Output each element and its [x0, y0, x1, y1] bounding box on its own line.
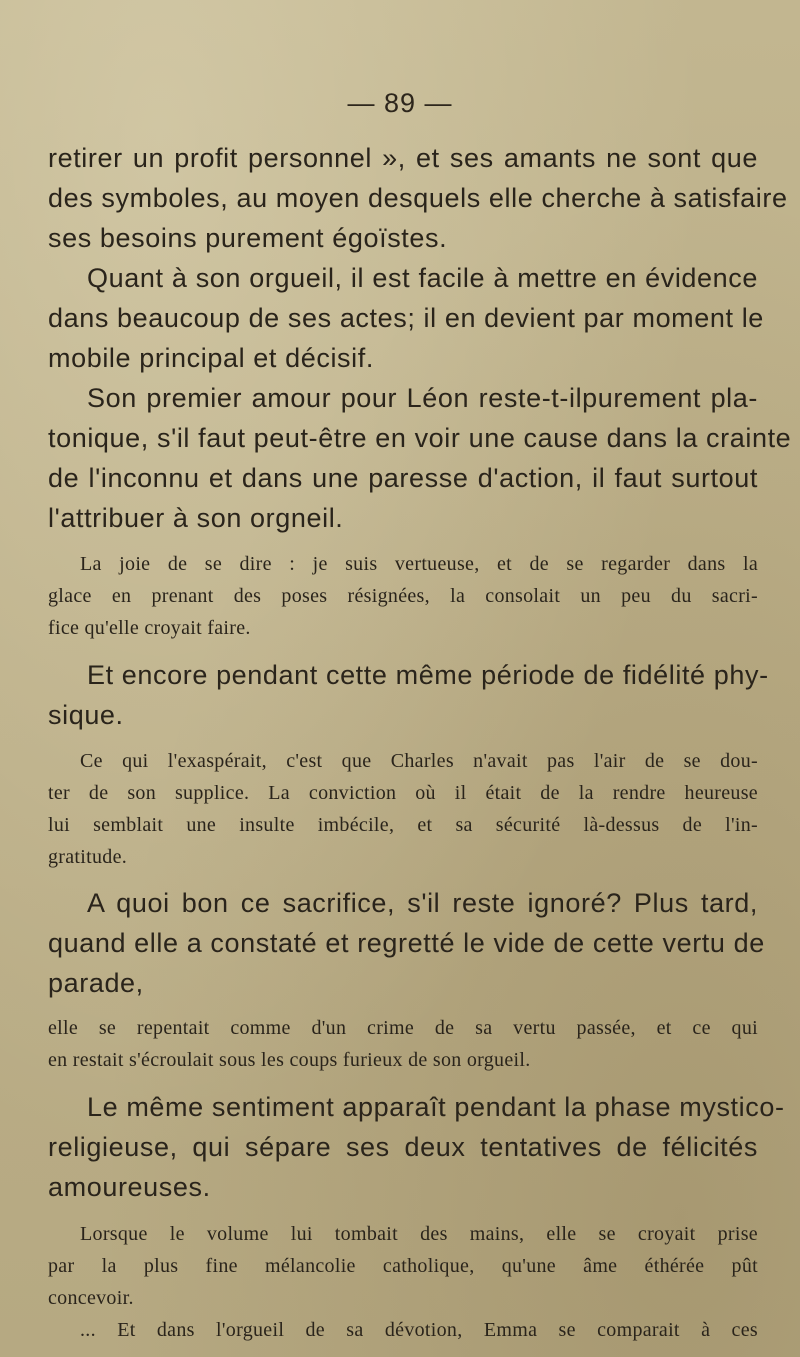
text-line: de l'inconnu et dans une paresse d'action, il faut surtout [48, 463, 758, 493]
quote-line: Lorsque le volume lui tombait des mains, elle se croyait prise [80, 1223, 758, 1245]
text-line: amoureuses. [48, 1172, 211, 1202]
quote-line: La joie de se dire : je suis vertueuse, et de se regarder dans la [80, 553, 758, 575]
quote-line: elle se repentait comme d'un crime de sa vertu passée, et ce qui [48, 1017, 758, 1039]
text-line: Le même sentiment apparaît pendant la phase mystico- [87, 1092, 785, 1122]
quote-line: Ce qui l'exaspérait, c'est que Charles n'avait pas l'air de se dou- [80, 750, 758, 772]
text-line: dans beaucoup de ses actes; il en devient par moment le [48, 303, 764, 333]
quote-line: concevoir. [48, 1287, 134, 1309]
text-line: religieuse, qui sépare ses deux tentatives de félicités [48, 1132, 758, 1162]
quote-line: lui semblait une insulte imbécile, et sa sécurité là-dessus de l'in- [48, 814, 758, 836]
text-line: l'attribuer à son orgneil. [48, 503, 344, 533]
text-line: tonique, s'il faut peut-être en voir une cause dans la crainte [48, 423, 792, 453]
text-line: ses besoins purement égoïstes. [48, 223, 448, 253]
quote-line: ter de son supplice. La conviction où il était de la rendre heureuse [48, 782, 758, 804]
quote-line: fice qu'elle croyait faire. [48, 617, 251, 639]
text-line: mobile principal et décisif. [48, 343, 374, 373]
quote-line: en restait s'écroulait sous les coups furieux de son orgueil. [48, 1049, 531, 1071]
text-line: A quoi bon ce sacrifice, s'il reste ignoré? Plus tard, [87, 888, 758, 918]
text-line: retirer un profit personnel », et ses amants ne sont que [48, 143, 758, 173]
quote-line: gratitude. [48, 846, 128, 868]
text-line: quand elle a constaté et regretté le vide de cette vertu de [48, 928, 765, 958]
quote-line: glace en prenant des poses résignées, la consolait un peu du sacri- [48, 585, 758, 607]
quote-line: ... Et dans l'orgueil de sa dévotion, Emma se comparait à ces [80, 1319, 758, 1341]
text-line: Son premier amour pour Léon reste-t-ilpurement pla- [87, 383, 758, 413]
page-number: — 89 — [347, 88, 453, 118]
text-line: des symboles, au moyen desquels elle cherche à satisfaire [48, 183, 788, 213]
text-line: Et encore pendant cette même période de fidélité phy- [87, 660, 769, 690]
quote-line: par la plus fine mélancolie catholique, qu'une âme éthérée pût [48, 1255, 758, 1277]
text-line: sique. [48, 700, 124, 730]
text-line: Quant à son orgueil, il est facile à mettre en évidence [87, 263, 758, 293]
text-line: parade, [48, 968, 144, 998]
